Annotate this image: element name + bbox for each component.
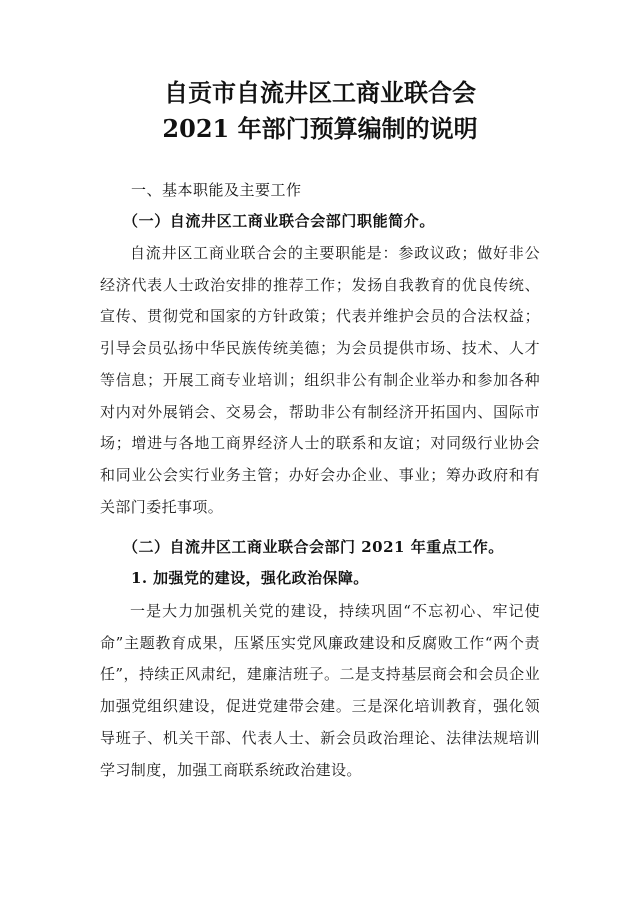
document-title-line1: 自贡市自流井区工商业联合会 — [164, 78, 476, 107]
section-heading-basic-functions: 一、基本职能及主要工作 — [131, 181, 302, 199]
item-heading-party-building: 1. 加强党的建设，强化政治保障。 — [131, 569, 369, 587]
paragraph-party-building: 一是大力加强机关党的建设，持续巩固“不忘初心、牢记使命”主题教育成果，压紧压实党风廉政建设和反腐败工作“两个责任”，持续正风肃纪，建廉洁班子。二是支持基层商会和会员企业加强党组织建设，促进党建带会建。三是深化培训教育，强化领导班子、机关干部、代表人士、新会员政治理论、法律法规培训学习制度，加强工商联系统政治建设。 — [100, 602, 540, 779]
subsection-heading-key-work-2021: （二）自流井区工商业联合会部门 2021 年重点工作。 — [123, 538, 504, 556]
subsection-heading-functions-intro: （一）自流井区工商业联合会部门职能简介。 — [123, 212, 436, 230]
paragraph-main-functions: 自流井区工商业联合会的主要职能是：参政议政；做好非公经济代表人士政治安排的推荐工作；发扬自我教育的优良传统、宣传、贯彻党和国家的方针政策；代表并维护会员的合法权益；引导会员弘扬中华民族传统美德；为会员提供市场、技术、人才等信息；开展工商专业培训；组织非公有制企业举办和参加各种对内对外展销会、交易会，帮助非公有制经济开拓国内、国际市场；增进与各地工商界经济人士的联系和友谊；对同级行业协会和同业公会实行业务主管；办好会办企业、事业；筹办政府和有关部门委托事项。 — [100, 244, 540, 516]
document-title-line2: 2021 年部门预算编制的说明 — [162, 114, 478, 143]
